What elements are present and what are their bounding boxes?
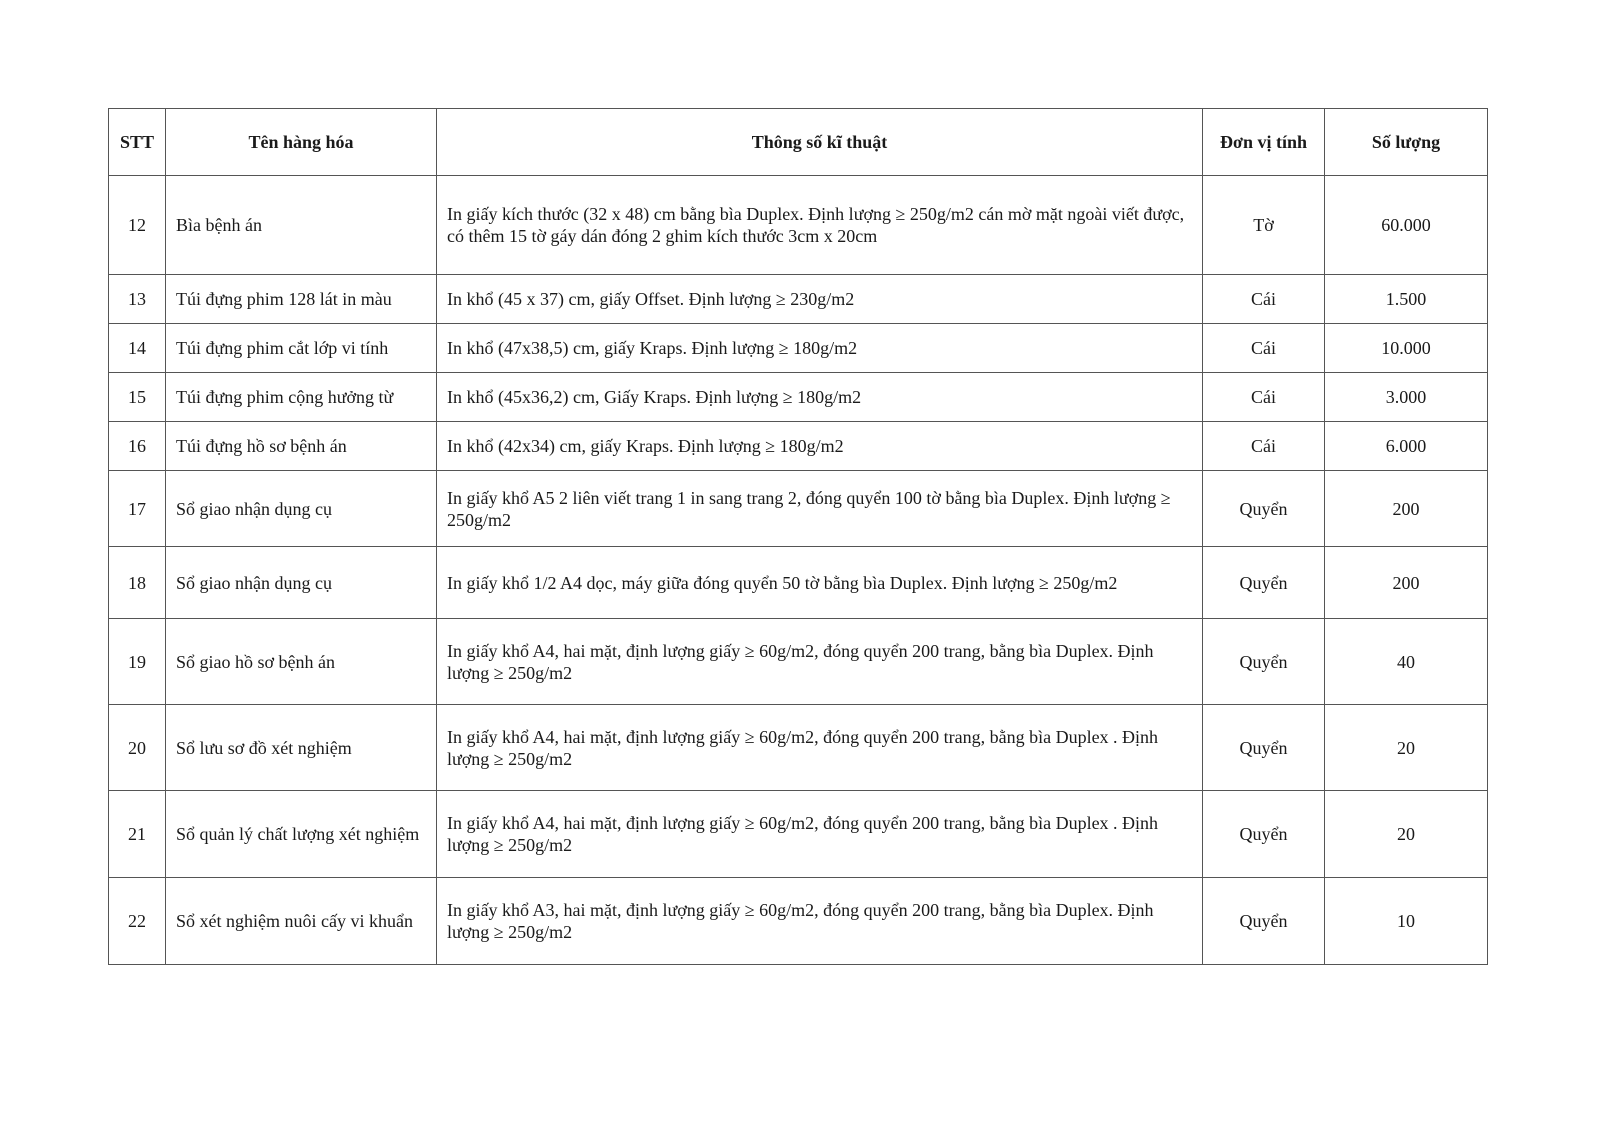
cell-qty: 10.000 xyxy=(1325,324,1488,373)
cell-spec: In giấy khổ 1/2 A4 dọc, máy giữa đóng quyển 50 tờ bằng bìa Duplex. Định lượng ≥ 250g/m2 xyxy=(437,547,1203,619)
cell-qty: 3.000 xyxy=(1325,373,1488,422)
cell-name: Bìa bệnh án xyxy=(166,176,437,275)
table-row xyxy=(109,176,1488,275)
cell-unit: Cái xyxy=(1203,373,1325,422)
cell-stt: 21 xyxy=(109,791,166,878)
cell-qty: 6.000 xyxy=(1325,422,1488,471)
header-stt: STT xyxy=(109,109,166,176)
cell-spec: In khổ (42x34) cm, giấy Kraps. Định lượng ≥ 180g/m2 xyxy=(437,422,1203,471)
table-row xyxy=(109,619,1488,705)
table-row xyxy=(109,705,1488,791)
cell-unit: Quyển xyxy=(1203,619,1325,705)
cell-unit: Quyển xyxy=(1203,878,1325,965)
table-row xyxy=(109,324,1488,373)
cell-spec: In giấy khổ A4, hai mặt, định lượng giấy ≥ 60g/m2, đóng quyển 200 trang, bằng bìa Duplex. Định lượng ≥ 250g/m2 xyxy=(437,619,1203,705)
cell-name: Sổ lưu sơ đồ xét nghiệm xyxy=(166,705,437,791)
cell-stt: 16 xyxy=(109,422,166,471)
cell-stt: 22 xyxy=(109,878,166,965)
header-name: Tên hàng hóa xyxy=(166,109,437,176)
cell-unit: Quyển xyxy=(1203,471,1325,547)
cell-stt: 17 xyxy=(109,471,166,547)
header-spec: Thông số kĩ thuật xyxy=(437,109,1203,176)
cell-stt: 15 xyxy=(109,373,166,422)
cell-unit: Quyển xyxy=(1203,791,1325,878)
table-row xyxy=(109,878,1488,965)
cell-name: Sổ giao nhận dụng cụ xyxy=(166,547,437,619)
table-row xyxy=(109,791,1488,878)
cell-spec: In giấy kích thước (32 x 48) cm bằng bìa Duplex. Định lượng ≥ 250g/m2 cán mờ mặt ngoài viết được, có thêm 15 tờ gáy dán đóng 2 ghim kích thước 3cm x 20cm xyxy=(437,176,1203,275)
table-row xyxy=(109,547,1488,619)
cell-name: Túi đựng phim cắt lớp vi tính xyxy=(166,324,437,373)
cell-name: Sổ xét nghiệm nuôi cấy vi khuẩn xyxy=(166,878,437,965)
cell-spec: In giấy khổ A3, hai mặt, định lượng giấy ≥ 60g/m2, đóng quyển 200 trang, bằng bìa Duplex. Định lượng ≥ 250g/m2 xyxy=(437,878,1203,965)
table-row xyxy=(109,275,1488,324)
cell-stt: 19 xyxy=(109,619,166,705)
cell-name: Sổ giao nhận dụng cụ xyxy=(166,471,437,547)
cell-unit: Quyển xyxy=(1203,547,1325,619)
header-row xyxy=(109,109,1488,176)
cell-unit: Tờ xyxy=(1203,176,1325,275)
cell-qty: 200 xyxy=(1325,471,1488,547)
table-row xyxy=(109,373,1488,422)
cell-name: Sổ quản lý chất lượng xét nghiệm xyxy=(166,791,437,878)
cell-spec: In khổ (47x38,5) cm, giấy Kraps. Định lượng ≥ 180g/m2 xyxy=(437,324,1203,373)
cell-spec: In giấy khổ A5 2 liên viết trang 1 in sang trang 2, đóng quyển 100 tờ bằng bìa Duplex. Định lượng ≥ 250g/m2 xyxy=(437,471,1203,547)
cell-unit: Cái xyxy=(1203,324,1325,373)
cell-qty: 20 xyxy=(1325,791,1488,878)
cell-stt: 18 xyxy=(109,547,166,619)
cell-qty: 1.500 xyxy=(1325,275,1488,324)
cell-name: Sổ giao hồ sơ bệnh án xyxy=(166,619,437,705)
cell-unit: Quyển xyxy=(1203,705,1325,791)
cell-name: Túi đựng phim cộng hưởng từ xyxy=(166,373,437,422)
cell-qty: 20 xyxy=(1325,705,1488,791)
table-row xyxy=(109,471,1488,547)
header-qty: Số lượng xyxy=(1325,109,1488,176)
cell-name: Túi đựng phim 128 lát in màu xyxy=(166,275,437,324)
cell-qty: 10 xyxy=(1325,878,1488,965)
cell-qty: 40 xyxy=(1325,619,1488,705)
cell-unit: Cái xyxy=(1203,275,1325,324)
cell-spec: In giấy khổ A4, hai mặt, định lượng giấy ≥ 60g/m2, đóng quyển 200 trang, bằng bìa Duplex . Định lượng ≥ 250g/m2 xyxy=(437,791,1203,878)
cell-stt: 12 xyxy=(109,176,166,275)
cell-spec: In khổ (45 x 37) cm, giấy Offset. Định lượng ≥ 230g/m2 xyxy=(437,275,1203,324)
cell-stt: 14 xyxy=(109,324,166,373)
cell-name: Túi đựng hồ sơ bệnh án xyxy=(166,422,437,471)
cell-unit: Cái xyxy=(1203,422,1325,471)
cell-spec: In giấy khổ A4, hai mặt, định lượng giấy ≥ 60g/m2, đóng quyển 200 trang, bằng bìa Duplex . Định lượng ≥ 250g/m2 xyxy=(437,705,1203,791)
cell-stt: 13 xyxy=(109,275,166,324)
table-row xyxy=(109,422,1488,471)
goods-spec-table xyxy=(108,108,1488,965)
cell-stt: 20 xyxy=(109,705,166,791)
header-unit: Đơn vị tính xyxy=(1203,109,1325,176)
cell-spec: In khổ (45x36,2) cm, Giấy Kraps. Định lượng ≥ 180g/m2 xyxy=(437,373,1203,422)
cell-qty: 200 xyxy=(1325,547,1488,619)
cell-qty: 60.000 xyxy=(1325,176,1488,275)
